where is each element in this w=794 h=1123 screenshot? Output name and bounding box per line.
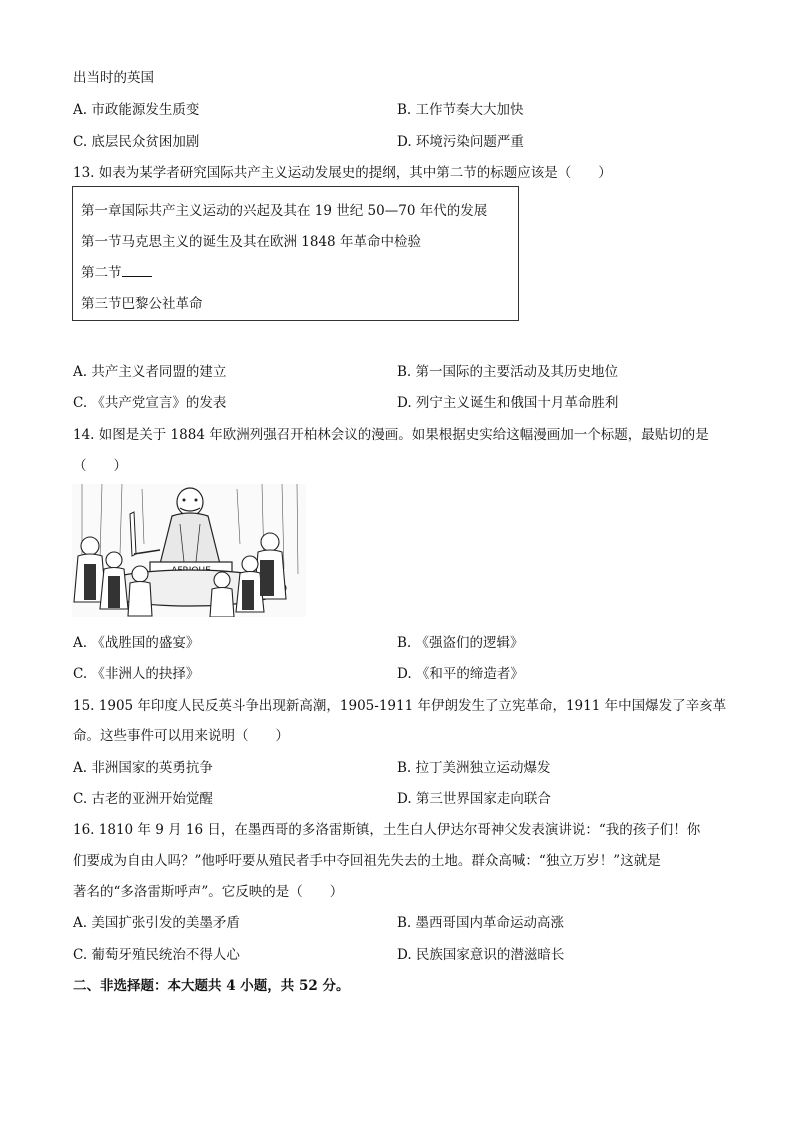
q12-option-b: B. 工作节奏大大加快 — [397, 102, 524, 118]
q16-stem-cont: 们要成为自由人吗？”他呼吁要从殖民者手中夺回祖先失去的土地。群众高喊：“独立万岁！”这就是 — [73, 853, 661, 869]
q15-option-a: A. 非洲国家的英勇抗争 — [73, 760, 213, 776]
q12-option-a: A. 市政能源发生质变 — [73, 102, 200, 118]
answer-blank — [122, 264, 152, 277]
q13-table-row-3-text: 第二节 — [81, 265, 122, 281]
q13-option-c: C. 《共产党宣言》的发表 — [73, 395, 227, 411]
q14-option-d: D. 《和平的缔造者》 — [397, 666, 524, 682]
q12-stem-tail: 出当时的英国 — [73, 70, 154, 86]
q13-table-row-3 — [81, 261, 152, 281]
q13-outline-table — [72, 186, 519, 321]
q16-option-b: B. 墨西哥国内革命运动高涨 — [397, 915, 565, 931]
q13-table-row-1: 第一章国际共产主义运动的兴起及其在 19 世纪 50—70 年代的发展 — [81, 203, 488, 219]
q12-option-d: D. 环境污染问题严重 — [397, 134, 524, 150]
berlin-conference-cartoon — [72, 484, 306, 617]
q14-option-b: B. 《强盗们的逻辑》 — [397, 635, 524, 651]
q16-stem-cont2: 著名的“多洛雷斯呼声”。它反映的是（ ） — [73, 884, 344, 900]
q13-option-d: D. 列宁主义诞生和俄国十月革命胜利 — [397, 395, 619, 411]
q13-stem: 13. 如表为某学者研究国际共产主义运动发展史的提纲，其中第二节的标题应该是（ ） — [73, 165, 612, 181]
q14-option-c: C. 《非洲人的抉择》 — [73, 666, 200, 682]
q15-option-c: C. 古老的亚洲开始觉醒 — [73, 791, 213, 807]
q13-table-row-2: 第一节马克思主义的诞生及其在欧洲 1848 年革命中检验 — [81, 234, 421, 250]
q16-option-d: D. 民族国家意识的潜滋暗长 — [397, 947, 565, 963]
q14-stem-cont: （ ） — [73, 458, 127, 474]
q15-option-b: B. 拉丁美洲独立运动爆发 — [397, 760, 551, 776]
q16-option-c: C. 葡萄牙殖民统治不得人心 — [73, 947, 240, 963]
q12-option-c: C. 底层民众贫困加剧 — [73, 134, 200, 150]
q13-table-row-4: 第三节巴黎公社革命 — [81, 296, 203, 312]
q16-option-a: A. 美国扩张引发的美墨矛盾 — [73, 915, 240, 931]
q15-option-d: D. 第三世界国家走向联合 — [397, 791, 551, 807]
q15-stem: 15. 1905 年印度人民反英斗争出现新高潮，1905-1911 年伊朗发生了立宪革命，1911 年中国爆发了辛亥革 — [73, 698, 727, 714]
q14-option-a: A. 《战胜国的盛宴》 — [73, 635, 200, 651]
q13-option-a: A. 共产主义者同盟的建立 — [73, 364, 227, 380]
q13-option-b: B. 第一国际的主要活动及其历史地位 — [397, 364, 619, 380]
q16-stem: 16. 1810 年 9 月 16 日，在墨西哥的多洛雷斯镇，土生白人伊达尔哥神父发表演讲说：“我的孩子们！你 — [73, 822, 701, 838]
section-2-title: 二、非选择题：本大题共 4 小题，共 52 分。 — [73, 978, 350, 994]
q15-stem-cont: 命。这些事件可以用来说明（ ） — [73, 728, 289, 744]
q14-stem: 14. 如图是关于 1884 年欧洲列强召开柏林会议的漫画。如果根据史实给这幅漫画加一个标题，最贴切的是 — [73, 427, 709, 443]
